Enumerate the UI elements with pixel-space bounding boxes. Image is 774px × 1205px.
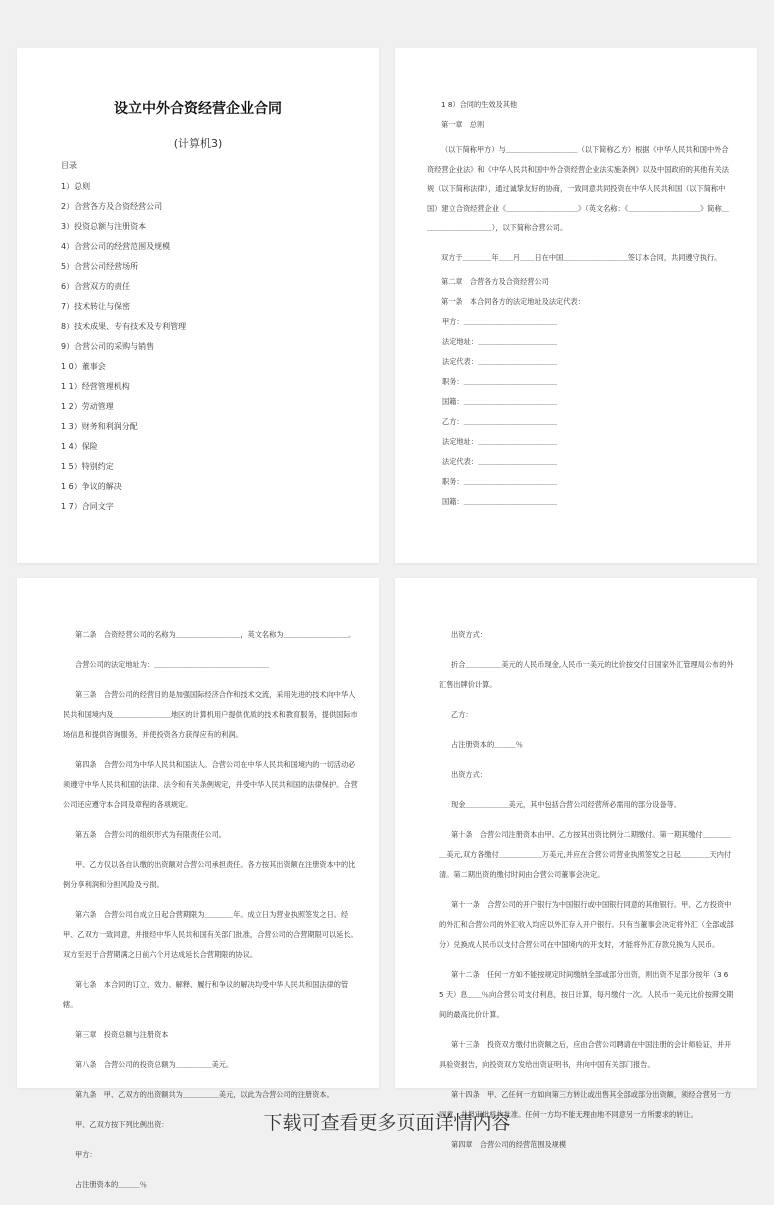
toc-item: 9）合营公司的采购与销售 — [61, 342, 155, 351]
page-1 — [17, 48, 379, 563]
toc-item: 6）合营双方的责任 — [61, 282, 131, 291]
contract-paragraph: 占注册资本的＿＿＿％ — [75, 1180, 147, 1189]
contract-paragraph: 占注册资本的＿＿＿％ — [451, 740, 523, 749]
contract-paragraph: 第十二条 任何一方如不能按规定时间缴纳全部或部分出资，则出资不足部分按年（3 6 5 天）息＿＿％向合营公司支付利息，按日计算，每月缴付一次。人民币一美元比价按滞交期间的最高比价计算。 — [439, 970, 734, 1019]
contract-paragraph: 现金＿＿＿＿＿＿美元，其中包括合营公司经营所必需用的部分设备等。 — [451, 800, 682, 809]
contract-paragraph: 第三章 投资总额与注册资本 — [75, 1030, 169, 1039]
toc-item: 1 4）保险 — [61, 442, 98, 451]
page-3 — [17, 578, 379, 1189]
contract-paragraph: 第四章 合营公司的经营范围及规模 — [451, 1140, 567, 1149]
party-field: 职务：＿＿＿＿＿＿＿＿＿＿＿＿＿ — [442, 477, 558, 486]
chapter-1-heading: 第一章 总则 — [441, 120, 485, 129]
party-field: 法定地址：＿＿＿＿＿＿＿＿＿＿＿ — [442, 437, 558, 446]
toc-item: 1 2）劳动管理 — [61, 402, 114, 411]
contract-paragraph: 第三条 合营公司的经营目的是加强国际经济合作和技术交流，采用先进的技术向中华人民共和国境内及＿＿＿＿＿＿＿＿地区的计算机用户提供优质的技术和教育服务，提供国际市场信息和提供咨询服务，并使投资各方获得应有的利润。 — [63, 690, 358, 739]
toc-item: 1 3）财务和利润分配 — [61, 422, 138, 431]
party-fields — [427, 317, 732, 507]
contract-paragraph: 第五条 合营公司的组织形式为有限责任公司。 — [75, 830, 226, 839]
contract-paragraph: 出资方式： — [451, 630, 487, 639]
toc-item: 5）合营公司经营场所 — [61, 262, 139, 271]
contract-paragraph: 甲方： — [75, 1150, 97, 1159]
toc-item: 3）投资总额与注册资本 — [61, 222, 147, 231]
toc-item: 1 5）特别约定 — [61, 462, 114, 471]
contract-paragraph: 第十条 合营公司注册资本由甲、乙方按其出资比例分二期缴付。第一期其缴付＿＿＿＿＿美元,双方各缴付＿＿＿＿＿＿万美元,并应在合营公司营业执照签发之日起＿＿＿＿天内付清。第二期出资的缴付时间由合营公司董事会决定。 — [439, 830, 732, 879]
page-4-body — [439, 625, 734, 1165]
party-field: 法定代表：＿＿＿＿＿＿＿＿＿＿＿ — [442, 457, 558, 466]
contract-paragraph: 出资方式： — [451, 770, 487, 779]
toc-item: 1 1）经营管理机构 — [61, 382, 130, 391]
article-1: 第一条 本合同各方的法定地址及法定代表： — [441, 297, 585, 306]
toc-heading: 目录 — [61, 161, 77, 170]
party-field: 国籍：＿＿＿＿＿＿＿＿＿＿＿＿＿ — [442, 497, 558, 506]
toc-item: 1 7）合同文字 — [61, 502, 114, 511]
contract-paragraph: 第二条 合资经营公司的名称为＿＿＿＿＿＿＿＿＿，英文名称为＿＿＿＿＿＿＿＿＿。 — [75, 630, 356, 639]
toc-item: 8）技术成果、专有技术及专利管理 — [61, 322, 187, 331]
contract-paragraph: 第九条 甲、乙双方的出资额共为＿＿＿＿＿美元，以此为合营公司的注册资本。 — [75, 1090, 334, 1099]
contract-paragraph: 甲、乙方仅以各自认缴的出资额对合营公司承担责任。各方按其出资额在注册资本中的比例分享利润和分担风险及亏损。 — [63, 860, 356, 889]
table-of-contents — [61, 182, 186, 522]
toc-item: 1 6）争议的解决 — [61, 482, 122, 491]
contract-paragraph: 乙方： — [451, 710, 473, 719]
toc-item: 1 0）董事会 — [61, 362, 106, 371]
contract-paragraph: 折合＿＿＿＿＿美元的人民币现金,人民币一美元的比价按交付日国家外汇管理局公布的外汇售出牌价计算。 — [439, 660, 734, 689]
contract-paragraph: 第四条 合营公司为中华人民共和国法人。合营公司在中华人民共和国境内的一切活动必须遵守中华人民共和国的法律、法令和有关条例规定，并受中华人民共和国的法律保护。合营公司还应遵守本合同及章程的各项规定。 — [63, 760, 358, 809]
party-field: 乙方：＿＿＿＿＿＿＿＿＿＿＿＿＿ — [442, 417, 558, 426]
toc-item-18: 1 8）合同的生效及其他 — [441, 100, 518, 109]
party-field: 法定代表：＿＿＿＿＿＿＿＿＿＿＿ — [442, 357, 558, 366]
contract-paragraph: 第七条 本合同的订立、效力、解释、履行和争议的解决均受中华人民共和国法律的管辖。 — [63, 980, 349, 1009]
party-field: 国籍：＿＿＿＿＿＿＿＿＿＿＿＿＿ — [442, 397, 558, 406]
toc-item: 4）合营公司的经营范围及规模 — [61, 242, 171, 251]
chapter-2-heading: 第二章 合营各方及合资经营公司 — [441, 277, 549, 286]
party-field: 甲方：＿＿＿＿＿＿＿＿＿＿＿＿＿ — [442, 317, 558, 326]
document-subtitle: (计算机3) — [173, 137, 223, 150]
party-field: 职务：＿＿＿＿＿＿＿＿＿＿＿＿＿ — [442, 377, 558, 386]
contract-paragraph: 第六条 合营公司自成立日起合营期限为＿＿＿＿年。成立日为营业执照签发之日。经甲、乙双方一致同意，并报经中华人民共和国有关部门批准，合营公司的合营期限可以延长。双方至迟于合营期满之日前六个月达成延长合营期限的协议。 — [63, 910, 358, 959]
page-2-body — [427, 100, 732, 517]
page-4 — [395, 578, 757, 1149]
contract-paragraph: 第十一条 合营公司的开户银行为中国银行或中国银行同意的其他银行。甲、乙方投资中的外汇和合营公司的外汇收入均应以外汇存入开户银行。只有当董事会决定将外汇（全部或部分）兑换成人民币以支付合营公司在中国境内的开支时，才能将外汇存款兑换为人民币。 — [439, 900, 734, 949]
download-more-footer[interactable]: 下载可查看更多页面详情内容 — [263, 1112, 511, 1134]
toc-item: 7）技术转让与保密 — [61, 302, 131, 311]
contract-paragraph: 第十三条 投资双方缴付出资额之后，应由合营公司聘请在中国注册的会计师验证，并开具验资报告，向投资双方发给出资证明书，并向中国有关部门报告。 — [439, 1040, 732, 1069]
contract-paragraph: 第八条 合营公司的投资总额为＿＿＿＿＿美元。 — [75, 1060, 234, 1069]
contract-paragraph: 合营公司的法定地址为：＿＿＿＿＿＿＿＿＿＿＿＿＿＿＿＿ — [75, 660, 270, 669]
intro-paragraph: （以下简称甲方）与＿＿＿＿＿＿＿＿＿＿（以下简称乙方）根据《中华人民共和国中外合资经营企业法》和《中华人民共和国中外合资经营企业法实施条例》以及中国政府的其他有关法规（以下简称法律），通过诚挚友好的协商，一致同意共同投资在中华人民共和国（以下简称中国）建立合资经营企业《＿＿＿＿＿＿＿＿＿＿》（英文名称：《＿＿＿＿＿＿＿＿＿＿》简称＿＿＿＿＿＿＿＿＿＿），以下简称合营公司。 — [427, 145, 729, 232]
party-field: 法定地址：＿＿＿＿＿＿＿＿＿＿＿ — [442, 337, 558, 346]
contract-paragraph: 甲、乙双方按下列比例出资： — [75, 1120, 169, 1129]
document-title: 设立中外合资经营企业合同 — [114, 101, 282, 117]
contract-paragraph: 第十四条 甲、乙任何一方如向第三方转让或出售其全部或部分出资额，须经合营另一方同意，并报审批机构批准。任何一方均不能无理由地不同意另一方所要求的转让。 — [439, 1090, 732, 1119]
toc-item: 2）合营各方及合资经营公司 — [61, 202, 163, 211]
page-2 — [395, 48, 757, 563]
toc-item: 1）总则 — [61, 182, 91, 191]
signing-paragraph: 双方于＿＿＿＿年＿＿月＿＿日在中国＿＿＿＿＿＿＿＿＿签订本合同，共同遵守执行。 — [441, 252, 722, 262]
